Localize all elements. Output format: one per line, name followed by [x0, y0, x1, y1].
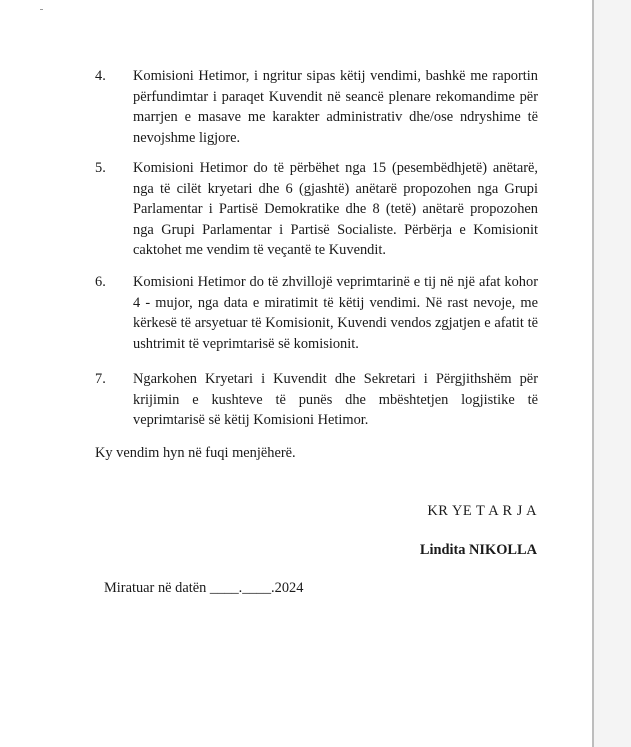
item-text: Ngarkohen Kryetari i Kuvendit dhe Sekretari i Përgjithshëm për krijimin e kushteve të punës dhe mbështetjen logjistike të veprimtarisë së këtij Komisioni Hetimor.: [133, 371, 538, 428]
signature-title: KR YE T A R J A: [427, 503, 537, 519]
item-text: Komisioni Hetimor do të zhvillojë veprimtarinë e tij në një afat kohor 4 - mujor, nga data e miratimit të këtij vendimi. Në rast nevoje, me kërkesë të arsyetuar të Komisionit, Kuvendi vendos zgjatjen e afatit të ushtrimit të veprimtarisë së komisionit.: [133, 274, 538, 352]
item-number: 4.: [95, 68, 106, 84]
item-text: Komisioni Hetimor, i ngritur sipas këtij vendimi, bashkë me raportin përfundimtar i paraqet Kuvendit në seancë plenare rekomandime për marrjen e masave me karakter administrativ dhe/ose ndryshime të nevojshme ligjore.: [133, 68, 538, 146]
item-number: 5.: [95, 160, 106, 176]
item-text: Komisioni Hetimor do të përbëhet nga 15 (pesembëdhjetë) anëtarë, nga të cilët kryetari dhe 6 (gjashtë) anëtarë propozohen nga Grupi Parlamentar i Partisë Demokratike dhe 8 (tetë) anëtarë propozohen nga Grupi Parlamentar i Partisë Socialiste. Përbërja e Komisionit caktohet me vendim të veçantë te Kuvendit.: [133, 160, 538, 258]
approval-date-line: Miratuar në datën ____.____.2024: [104, 580, 304, 596]
item-number: 7.: [95, 371, 106, 387]
signature-name: Lindita NIKOLLA: [419, 542, 537, 558]
closing-statement: Ky vendim hyn në fuqi menjëherë.: [95, 445, 296, 461]
viewer-margin: [594, 0, 631, 747]
item-number: 6.: [95, 274, 106, 290]
corner-mark: [40, 9, 43, 10]
